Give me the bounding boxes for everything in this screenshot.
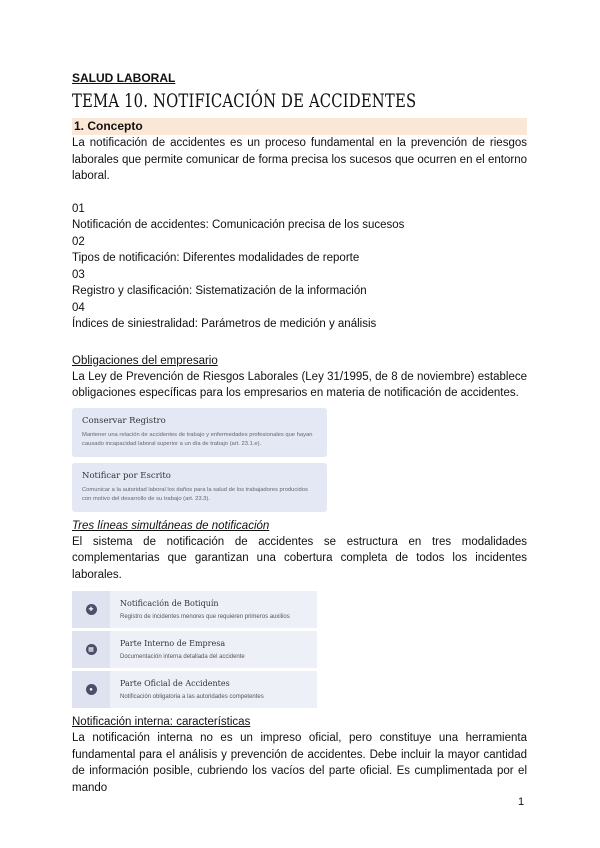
card-title: Notificar por Escrito [82, 470, 171, 481]
section-heading-concepto: 1. Concepto [72, 118, 527, 135]
official-seal-icon: ● [86, 684, 97, 695]
numbered-list [72, 201, 527, 333]
list-item-number: 02 [72, 235, 85, 248]
list-item-text: Registro y clasificación: Sistematización de la información [72, 285, 367, 297]
concept-paragraph: La notificación de accidentes es un proceso fundamental en la prevención de riesgos laborales que permite comunicar de forma precisa los sucesos que ocurren en el entorno laboral. [72, 137, 527, 182]
card-description: Comunicar a la autoridad laboral los daños para la salud de los trabajadores producidos con motivo del desarrollo de su trabajo (art. 23.3). [82, 486, 308, 502]
row-botiquin [72, 591, 317, 628]
card-title: Conservar Registro [82, 415, 166, 426]
card-conservar-registro [72, 408, 327, 457]
list-item-text: Notificación de accidentes: Comunicación precisa de los sucesos [72, 219, 405, 231]
row-description: Documentación interna detallada del accidente [120, 654, 245, 660]
row-title: Parte Oficial de Accidentes [120, 679, 230, 688]
notification-rows [72, 591, 527, 708]
document-page [72, 70, 527, 796]
row-description: Notificación obligatoria a las autoridades competentes [120, 694, 264, 700]
list-item-number: 03 [72, 268, 85, 281]
tres-lineas-heading: Tres líneas simultáneas de notificación [72, 519, 270, 532]
list-item-number: 01 [72, 202, 85, 215]
page-title: TEMA 10. NOTIFICACIÓN DE ACCIDENTES [72, 90, 417, 112]
row-parte-oficial [72, 671, 317, 708]
list-item-text: Tipos de notificación: Diferentes modalidades de reporte [72, 252, 360, 264]
page-number: 1 [518, 796, 525, 808]
tres-lineas-paragraph: El sistema de notificación de accidentes se estructura en tres modalidades complementarias que garantizan una cobertura completa de todos los incidentes laborales. [72, 535, 527, 581]
card-notificar-escrito [72, 463, 327, 512]
row-parte-interno [72, 631, 317, 668]
building-icon: ▦ [86, 644, 97, 655]
obligaciones-paragraph: La Ley de Prevención de Riesgos Laborales (Ley 31/1995, de 8 de noviembre) establece obligaciones específicas para los empresarios en materia de notificación de accidentes. [72, 370, 527, 399]
card-description: Mantener una relación de accidentes de trabajo y enfermedades profesionales que hayan causado incapacidad laboral superior a un día de trabajo (art. 23.1.e). [82, 431, 313, 447]
list-item-text: Índices de siniestralidad: Parámetros de medición y análisis [72, 318, 377, 330]
list-item-number: 04 [72, 301, 85, 314]
obligaciones-heading: Obligaciones del empresario [72, 354, 218, 367]
interna-paragraph: La notificación interna no es un impreso oficial, pero constituye una herramienta fundamental para el análisis y prevención de accidentes. Debe incluir la mayor cantidad de información posible, cubriendo los vacíos del parte oficial. Es cumplimentada por el mando [72, 732, 527, 794]
first-aid-icon: ✚ [86, 604, 97, 615]
interna-heading: Notificación interna: características [72, 716, 251, 728]
row-description: Registro de incidentes menores que requieren primeros auxilios [120, 614, 290, 620]
subject-heading: SALUD LABORAL [72, 71, 176, 85]
row-title: Notificación de Botiquín [120, 599, 219, 608]
row-title: Parte Interno de Empresa [120, 639, 226, 648]
